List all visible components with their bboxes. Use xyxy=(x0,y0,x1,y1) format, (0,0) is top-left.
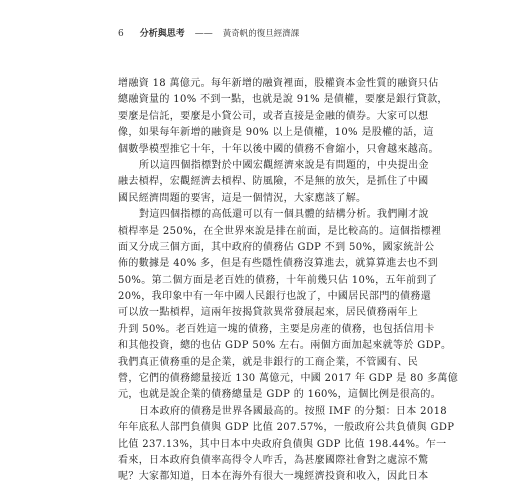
body-text xyxy=(118,76,459,486)
text-line: 20%，我印象中有一年中國人民銀行也說了，中國居民部門的債務還 xyxy=(118,291,432,303)
text-line: 元，也就是說企業的債務總量是 GDP 的 160%，這個比例是很高的。 xyxy=(118,389,442,401)
text-line: 升到 50%。老百姓這一塊的債務，主要是房產的債務，也包括信用卡 xyxy=(118,323,435,335)
text-line: 槓桿率是 250%，在全世界來說是排在前面，是比較高的。這個指標裡 xyxy=(118,225,442,237)
text-line: 總融資量的 10% 不到一點，也就是說 91% 是債權，要麼是銀行貸款， xyxy=(118,94,448,106)
text-line: 營，它們的債務總量接近 130 萬億元，中國 2017 年 GDP 是 80 多萬億 xyxy=(118,373,459,385)
text-line: 和其他投資，總的也佔 GDP 50% 左右。兩個方面加起來就等於 GDP。 xyxy=(118,340,452,352)
text-line: 比值 237.13%，其中日本中央政府負債與 GDP 比值 198.44%。乍一 xyxy=(118,438,447,450)
text-line: 50%。第二個方面是老百姓的債務，十年前幾只佔 10%，五年前到了 xyxy=(118,274,438,286)
paragraph-start-line: 所以這四個指標對於中國宏觀經濟來說是有問題的，中央提出金 xyxy=(139,159,429,171)
paragraph-start-line: 對這四個指標的高低還可以有一個具體的結構分析。我們剛才說 xyxy=(139,209,429,221)
text-line: 要麼是信託，要麼是小貸公司，或者直接是金融的債券。大家可以想 xyxy=(118,110,429,122)
text-line: 個數學模型推它十年，十年以後中國的債務不會縮小，只會越來越高。 xyxy=(118,143,439,155)
text-line: 像，如果每年新增的融資是 90% 以上是債權，10% 是股權的話，這 xyxy=(118,127,434,139)
text-line: 看來，日本政府負債率高得令人咋舌，為甚麼國際社會對之處涼不驚 xyxy=(118,454,429,466)
chapter-title: 黃奇帆的復旦經濟課 xyxy=(222,29,300,39)
header-separator: —— xyxy=(194,29,213,39)
text-line: 呢？大家都知道，日本在海外有很大一塊經濟投資和收入，因此日本 xyxy=(118,471,429,483)
book-title: 分析與思考 xyxy=(139,29,185,39)
text-line: 增融資 18 萬億元。每年新增的融資裡面，股權資本金性質的融資只佔 xyxy=(118,78,439,89)
text-line: 可以放一點槓桿，這兩年按揭貸款異常發展起來，居民債務兩年上 xyxy=(118,307,419,319)
text-line: 面又分成三個方面，其中政府的債務佔 GDP 不到 50%，國家統計公 xyxy=(118,241,435,253)
text-line: 我們真正債務重的是企業，就是非銀行的工商企業，不管國有、民 xyxy=(118,356,419,368)
paragraph-start-line: 日本政府的債務是世界各國最高的。按照 IMF 的分類：日本 2018 xyxy=(139,405,448,417)
page-number: 6 xyxy=(118,29,124,39)
text-line: 年年底私人部門負債與 GDP 比值 207.57%，一般政府公共負債與 GDP xyxy=(118,422,455,434)
running-header xyxy=(118,28,299,40)
text-line: 融去槓桿，宏觀經濟去槓桿、防風險，不是無的放矢，是抓住了中國 xyxy=(118,176,429,188)
text-line: 佈的數據是 40% 多，但是有些隱性債務沒算進去，就算算進去也不到 xyxy=(118,258,439,270)
text-line: 國民經濟問題的要害，這是一個情況，大家應該了解。 xyxy=(118,192,367,204)
